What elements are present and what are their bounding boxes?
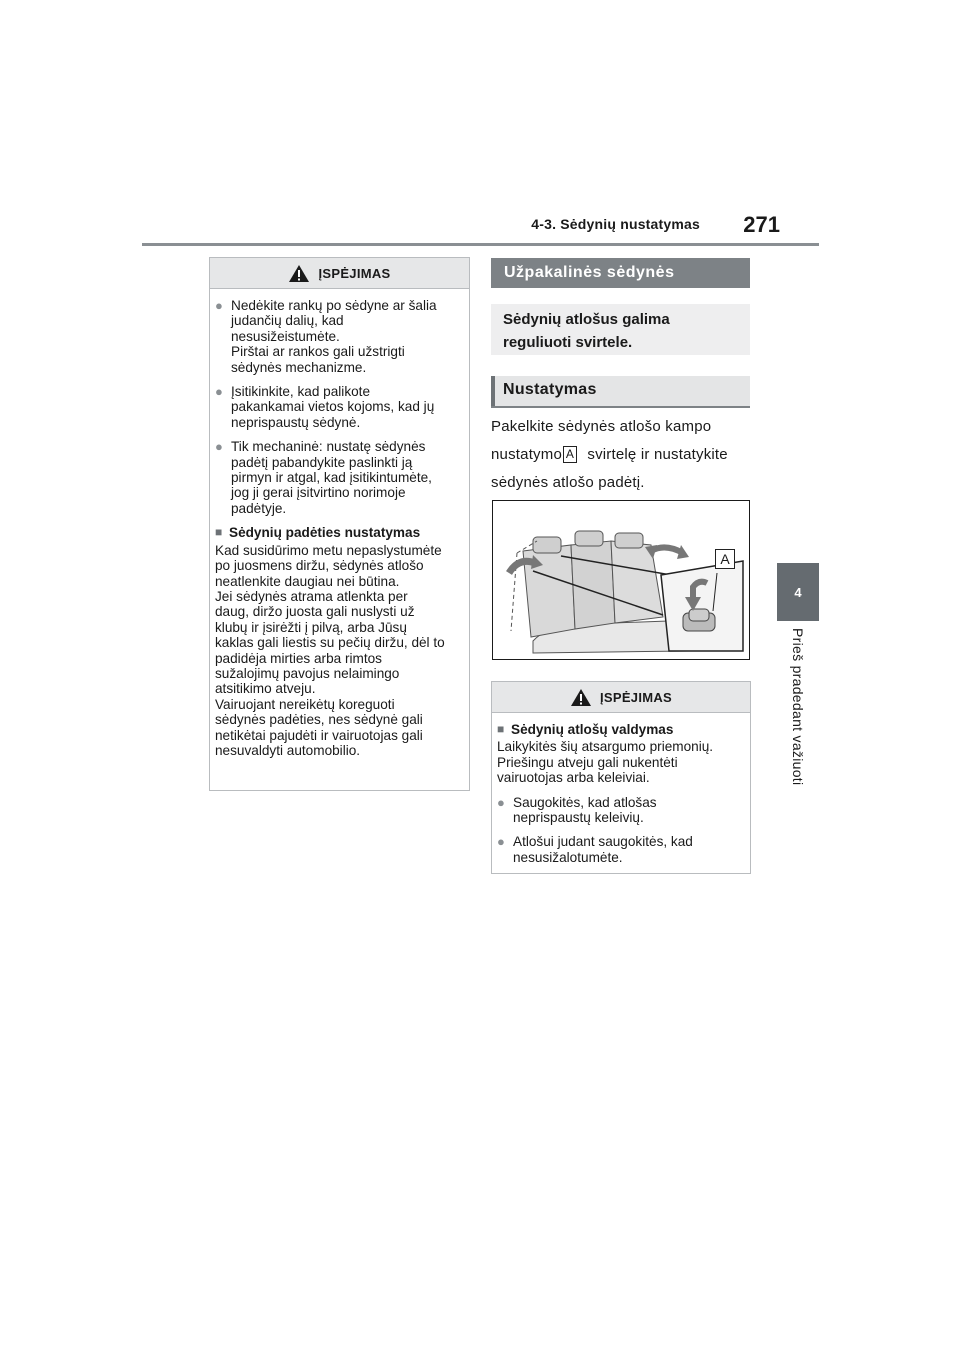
instruction-text (491, 413, 751, 497)
section-title: Užpakalinės sėdynės (491, 258, 750, 288)
list-item (497, 834, 744, 865)
marker-a-label: A (563, 446, 577, 463)
warning-title: ĮSPĖJIMAS (318, 265, 391, 281)
warning-triangle-icon (288, 264, 310, 283)
warning-subheading (497, 722, 744, 737)
warning-triangle-icon (570, 688, 592, 707)
page-number: 271 (743, 212, 780, 237)
header-divider (142, 243, 819, 246)
warning-paragraph: Kad susidūrimo metu nepaslystumėte po juosmens diržu, sėdynės atlošo neatlenkite daugiau nei būtina. Jei sėdynės atrama atlenkta per daug, diržo juosta gali nuslysti už klubų ir įsirėžti į pilvą, arba Jūsų kaklas gali liestis su pečių diržu, dėl to padidėja mirties arba rimtos sužalojimų pavojus nelaimingo atsitikimo atveju. Vairuojant nereikėtų koreguoti sėdynės padėties, nes sėdynė gali netikėtai pajudėti ir vairuotojas gali nesuvaldyti automobilio. (215, 542, 445, 758)
chapter-label (777, 628, 819, 800)
list-item (215, 439, 463, 516)
warning-paragraph: Laikykitės šių atsargumo priemonių. Priešingu atveju gali nukentėti vairuotojas arba keleiviai. (497, 739, 714, 786)
warning-header (492, 682, 750, 713)
warning-box-right (491, 681, 751, 874)
warning-subheading (215, 525, 463, 540)
chapter-tab: 4 (777, 563, 819, 621)
subsection-title: Nustatymas (503, 381, 597, 398)
bullet-text: Tik mechaninė: nustatę sėdynės padėtį pabandykite paslinkti ją pirmyn ir atgal, kad įsitikintumėte, jog ji gerai įsitvirtino norimoje padėtyje. (231, 439, 432, 516)
bullet-text: Nedėkite rankų po sėdyne ar šalia judančių dalių, kad nesusižeistumėte. Pirštai ar rankos gali užstrigti sėdynės mechanizme. (231, 298, 437, 375)
section-header: 4-3. Sėdynių nustatymas (531, 216, 700, 232)
bullet-dot-icon: ● (497, 794, 505, 810)
instruction-pre: Pakelkite sėdynės atlošo kampo nustatymo (491, 418, 712, 463)
bullet-text: Atlošui judant saugokitės, kad nesusižalotumėte. (513, 834, 693, 865)
bullet-dot-icon: ● (215, 439, 223, 455)
list-item (215, 298, 463, 375)
warning-header (210, 258, 469, 289)
warning-body (492, 713, 750, 880)
square-bullet-icon: ■ (215, 525, 223, 540)
rear-seat-illustration (492, 500, 750, 660)
bullet-text: Įsitikinkite, kad palikote pakankamai vietos kojoms, kad jų neprispaustų sėdynė. (231, 384, 435, 430)
chapter-label-text: Prieš pradedant važiuoti (790, 628, 806, 786)
bullet-dot-icon: ● (497, 834, 505, 850)
instruction-post: svirtelę ir nustatykite sėdynės atlošo padėtį. (491, 446, 728, 491)
rear-seat-drawing (493, 501, 749, 659)
callout-a-label: A (715, 549, 735, 569)
list-item (497, 795, 744, 826)
subheading-text: Sėdynių atlošų valdymas (511, 722, 674, 737)
list-item (215, 384, 463, 430)
warning-title: ĮSPĖJIMAS (599, 689, 673, 705)
bullet-dot-icon: ● (215, 384, 223, 400)
subheading-text: Sėdynių padėties nustatymas (229, 525, 421, 541)
warning-box-left (209, 257, 470, 791)
bullet-text: Saugokitės, kad atlošas neprispaustų keleivių. (513, 794, 657, 826)
section-summary: Sėdynių atlošus galima reguliuoti svirtele. (491, 304, 750, 355)
bullet-dot-icon: ● (215, 298, 223, 313)
subsection-heading (491, 376, 750, 408)
heading-accent (491, 376, 495, 406)
warning-body (210, 289, 469, 764)
square-bullet-icon: ■ (497, 722, 505, 736)
